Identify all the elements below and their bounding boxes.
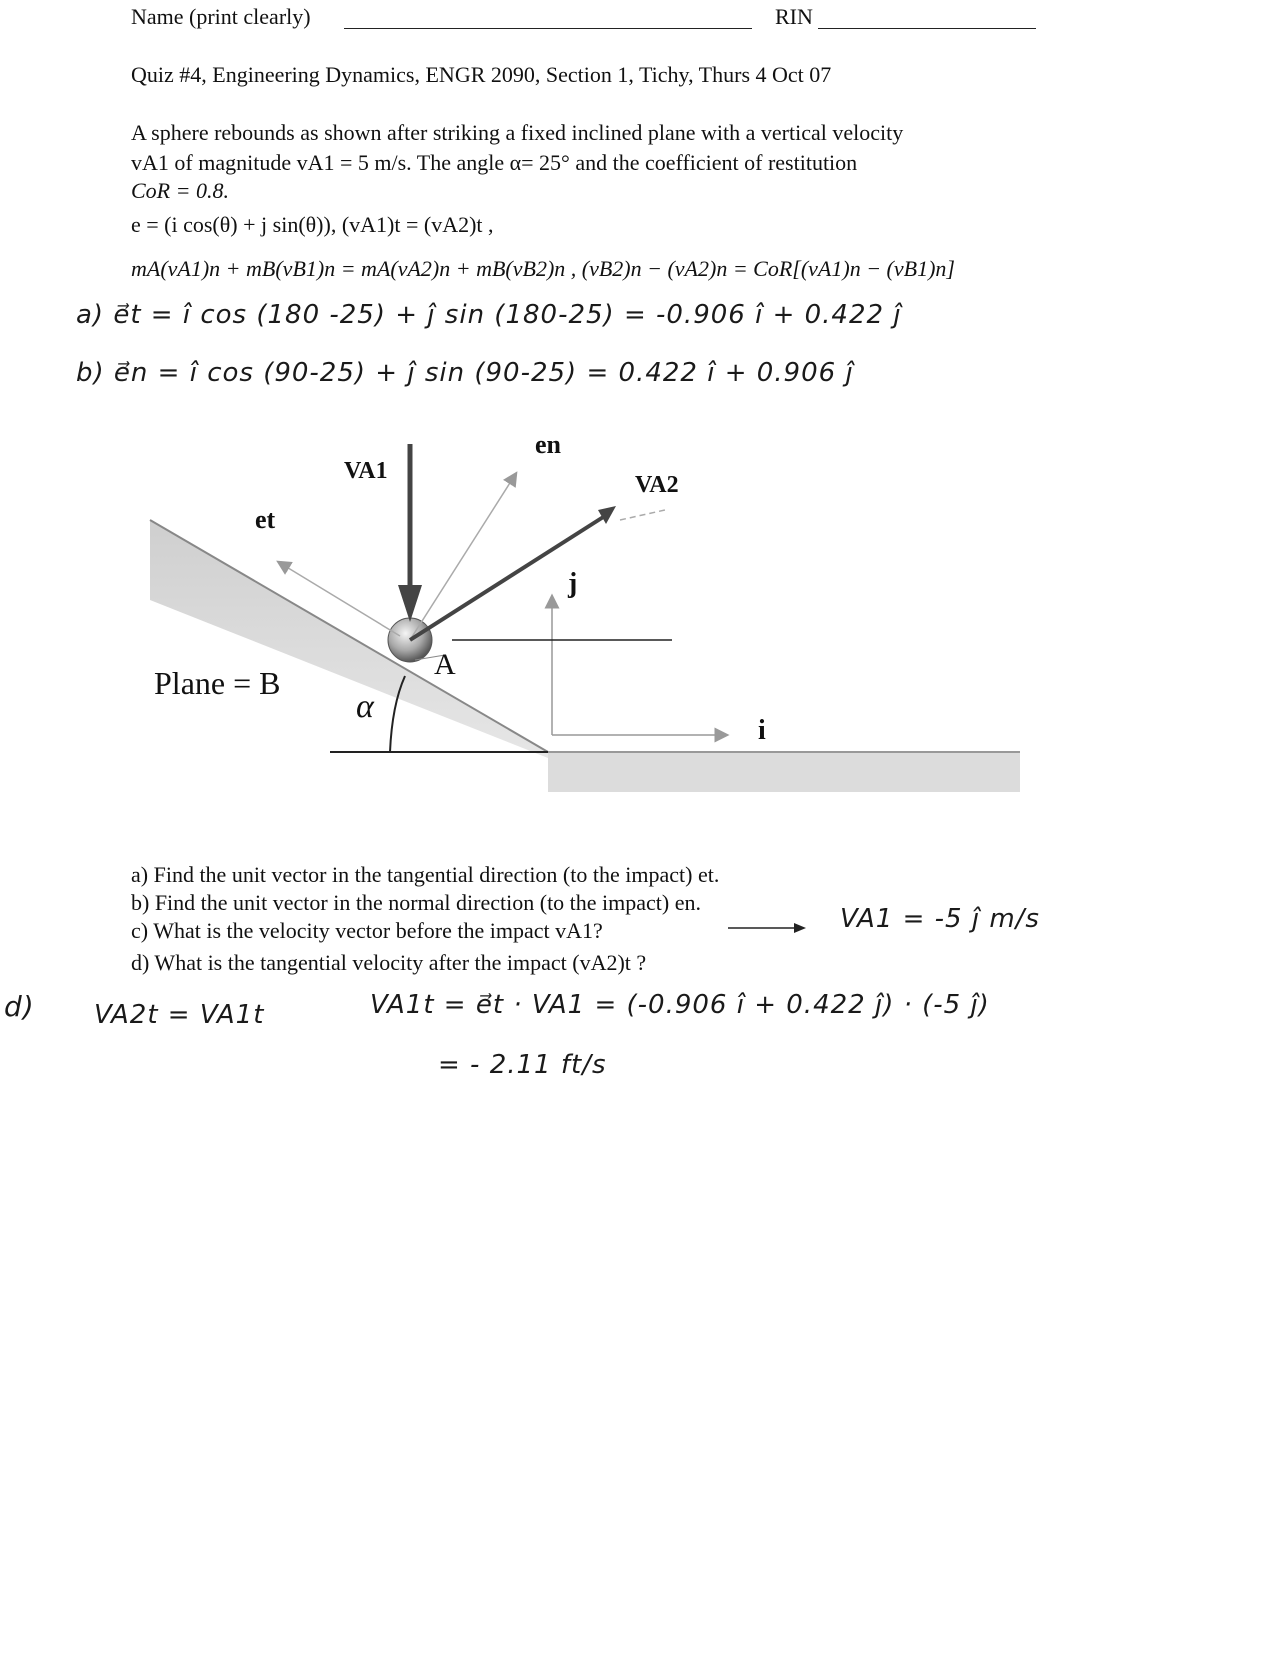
answer-c-arrow xyxy=(728,918,808,938)
answer-b: b) e⃗n = î cos (90-25) + ĵ sin (90-25) = 0.422 î + 0.906 ĵ xyxy=(76,358,854,388)
inclined-plane xyxy=(150,520,1020,792)
rin-label: RIN xyxy=(775,4,813,29)
question-c: c) What is the velocity vector before the impact vA1? xyxy=(131,918,603,943)
name-label: Name (print clearly) xyxy=(131,4,311,29)
label-en: en xyxy=(535,430,561,459)
answer-d-result: = - 2.11 ft/s xyxy=(438,1050,607,1080)
problem-line-3: CoR = 0.8. xyxy=(131,178,229,203)
formula-2: mA(vA1)n + mB(vB1)n = mA(vA2)n + mB(vB2)n , (vB2)n − (vA2)n = CoR[(vA1)n − (vB1)n] xyxy=(131,256,955,281)
answer-d-calc: VA1t = e⃗t · VA1 = (-0.906 î + 0.422 ĵ) · (-5 ĵ) xyxy=(370,990,990,1020)
formula-1: e = (i cos(θ) + j sin(θ)), (vA1)t = (vA2)t , xyxy=(131,212,494,237)
label-a: A xyxy=(434,648,456,681)
label-va1: VA1 xyxy=(344,458,388,484)
label-va2: VA2 xyxy=(635,472,679,498)
answer-a: a) e⃗t = î cos (180 -25) + ĵ sin (180-25) = -0.906 î + 0.422 ĵ xyxy=(76,300,902,330)
question-d: d) What is the tangential velocity after the impact (vA2)t ? xyxy=(131,950,647,975)
question-b: b) Find the unit vector in the normal direction (to the impact) en. xyxy=(131,890,702,915)
va2-extension xyxy=(620,510,665,520)
label-j: j xyxy=(568,568,578,599)
problem-line-1: A sphere rebounds as shown after striking a fixed inclined plane with a vertical velocity xyxy=(131,120,904,145)
answer-d-label: d) xyxy=(4,990,35,1023)
va2-arrow-head xyxy=(598,506,616,524)
label-i: i xyxy=(758,715,766,746)
question-a: a) Find the unit vector in the tangential direction (to the impact) et. xyxy=(131,862,720,887)
label-plane: Plane = B xyxy=(154,665,281,701)
problem-line-2: vA1 of magnitude vA1 = 5 m/s. The angle α= 25° and the coefficient of restitution xyxy=(131,150,858,175)
va2-arrow xyxy=(410,514,608,640)
quiz-title: Quiz #4, Engineering Dynamics, ENGR 2090, Section 1, Tichy, Thurs 4 Oct 07 xyxy=(131,62,832,87)
impact-diagram xyxy=(0,0,1280,830)
va1-arrow-head xyxy=(398,585,422,622)
answer-d-equation: VA2t = VA1t xyxy=(94,1000,265,1030)
en-arrow xyxy=(410,475,515,640)
label-alpha: α xyxy=(356,688,374,725)
label-et: et xyxy=(255,505,276,534)
answer-c: VA1 = -5 ĵ m/s xyxy=(840,904,1040,934)
